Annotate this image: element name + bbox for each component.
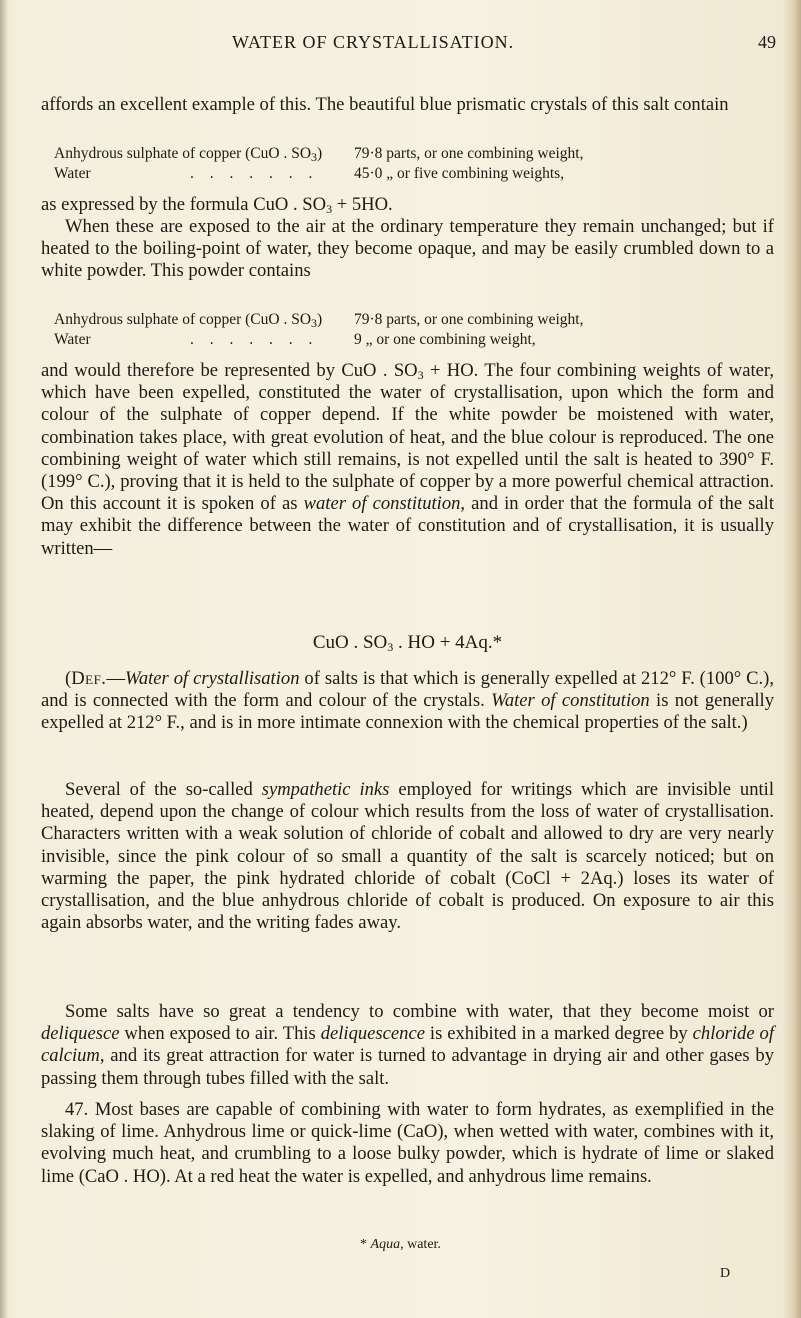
page-number: 49 (758, 32, 776, 52)
table-row (54, 330, 774, 350)
table-leader-dots: . . . . . . . (190, 331, 319, 348)
paragraph-formula-line: as expressed by the formula CuO . $SO_3 + 5HO$. (41, 194, 393, 216)
composition-table-dried (54, 310, 774, 350)
paragraph-deliquescence: Some salts have so great a tendency to combine with water, that they become moist or deliquesce when exposed to air. This deliquescence is exhibited in a marked degree by chloride of calcium, and its great attraction for water is turned to advantage in drying air and other gases by passing them through tubes filled with the salt. (41, 1001, 774, 1089)
table-row (54, 164, 774, 184)
table-substance: Anhydrous sulphate of copper (CuO . SO (54, 145, 312, 162)
page-left-edge (0, 0, 8, 1318)
paragraph-definition: (Def.—Water of crystallisation of salts is that which is generally expelled at 212° F. (100° C.), and is connected with the form and colour of the crystals. Water of constitution is not generally expelled at 212° F., and is in more intimate connexion with the chemical properties of the salt.) (41, 668, 774, 734)
formula-display: CuO . $SO_3$ . HO + 4Aq.* (312, 632, 503, 654)
page-spine-shadow (783, 0, 801, 1318)
footnote: * Aqua, water. (360, 1237, 441, 1252)
table-row: Anhydrous sulphate of copper (CuO . $SO_3$) 79·8 parts, or one combining weight, (54, 145, 584, 164)
table-leader-dots: . . . . . . . (190, 165, 319, 182)
table-value: 79·8 parts, or one combining weight, (354, 145, 584, 162)
paragraph-hydrates: 47. Most bases are capable of combining with water to form hydrates, as exemplified in the slaking of lime. Anhydrous lime or quick-lime (CaO), when wetted with water, combines with it, evolving much heat, and crumbling to a loose bulky powder, which is hydrate of lime or slaked lime (CaO . HO). At a red heat the water is expelled, and anhydrous lime remains. (41, 1099, 774, 1187)
paragraph-water-of-constitution: and would therefore be represented by CuO . $SO_3$ + HO. The four combining weights of water, which have been expelled, constituted the water of crystallisation, upon which the form and colour of the sulphate of copper depend. If the white powder be moistened with water, combination takes place, with great evolution of heat, and the blue colour is reproduced. The one combining weight of water which still remains, is not expelled until the salt is heated to 390° F. (199° C.), proving that it is held to the sulphate of copper by a more powerful chemical attraction. On this account it is spoken of as water of constitution, and in order that the formula of the salt may exhibit the difference between the water of constitution and of crystallisation, it is usually written— (41, 360, 774, 559)
running-head (0, 30, 801, 60)
table-value: 45·0 „ or five combining weights, (354, 165, 565, 182)
table-substance: Water (54, 165, 91, 182)
table-value: 9 „ or one combining weight, (354, 331, 536, 348)
signature-mark: D (720, 1266, 731, 1281)
running-title: WATER OF CRYSTALLISATION. (232, 32, 515, 52)
table-value: 79·8 parts, or one combining weight, (354, 311, 584, 328)
paragraph-intro: affords an excellent example of this. The beautiful blue prismatic crystals of this salt contain (41, 94, 729, 115)
table-substance: Anhydrous sulphate of copper (CuO . SO (54, 311, 312, 328)
composition-table-hydrated (54, 144, 774, 184)
paragraph-sympathetic-inks: Several of the so-called sympathetic inks employed for writings which are invisible until heated, depend upon the change of colour which results from the loss of water of crystallisation. Characters written with a weak solution of chloride of cobalt and allowed to dry are very nearly invisible, since the pink colour of so small a quantity of the salt is scarcely noticed; but on warming the paper, the pink hydrated chloride of cobalt (CoCl + 2Aq.) loses its water of crystallisation, and the blue anhydrous chloride of cobalt is produced. On exposure to air this again absorbs water, and the writing fades away. (41, 779, 774, 934)
paragraph-heating: When these are exposed to the air at the ordinary temperature they remain unchanged; but if heated to the boiling-point of water, they become opaque, and may be easily crumbled down to a white powder. This powder contains (41, 216, 774, 282)
table-substance: Water (54, 331, 91, 348)
table-row: Anhydrous sulphate of copper (CuO . $SO_3$) 79·8 parts, or one combining weight, (54, 311, 584, 330)
